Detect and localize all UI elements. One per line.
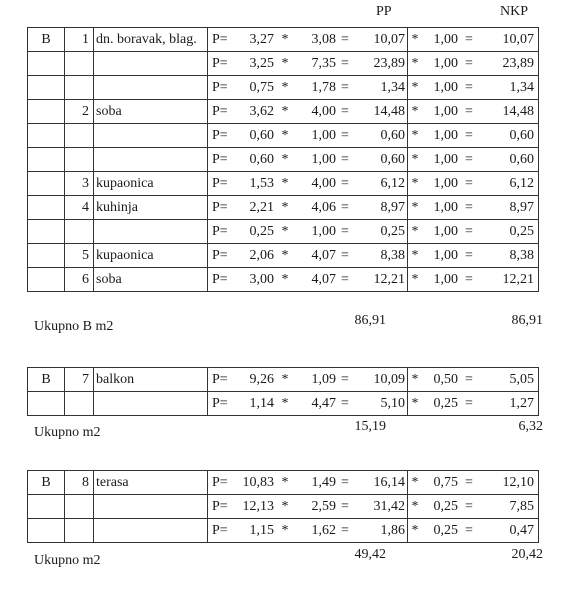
pp-a: 2,06 xyxy=(249,248,274,263)
pp-r: 5,10 xyxy=(380,396,405,411)
pp-e1: = xyxy=(341,152,349,167)
room-number-cell: 4 xyxy=(65,196,94,220)
pp-calculation-cell xyxy=(208,220,408,244)
section-cell xyxy=(28,268,65,292)
nkp-n: 8,97 xyxy=(509,200,534,215)
room-name-cell: soba xyxy=(94,100,208,124)
room-name-cell: balkon xyxy=(94,368,208,392)
pp-calculation-cell xyxy=(208,244,408,268)
room-number-cell: 2 xyxy=(65,100,94,124)
pp-e1: = xyxy=(341,224,349,239)
pp-a: 2,21 xyxy=(249,200,274,215)
nkp-e2: = xyxy=(465,272,473,287)
room-name-cell xyxy=(94,52,208,76)
pp-b: 4,47 xyxy=(311,396,336,411)
pp-r: 10,07 xyxy=(373,32,405,47)
nkp-f: 1,00 xyxy=(433,152,458,167)
pp-calculation-cell xyxy=(208,52,408,76)
table-row xyxy=(28,172,539,196)
pp-m1: * xyxy=(281,200,289,215)
nkp-m2: * xyxy=(411,152,419,167)
nkp-n: 14,48 xyxy=(502,104,534,119)
pp-r: 14,48 xyxy=(373,104,405,119)
room-number-cell xyxy=(65,519,94,543)
nkp-n: 1,27 xyxy=(509,396,534,411)
pp-p: P= xyxy=(212,475,228,490)
room-number-cell xyxy=(65,76,94,100)
total-pp-value: 49,42 xyxy=(354,547,386,562)
nkp-n: 0,25 xyxy=(509,224,534,239)
pp-m1: * xyxy=(281,523,289,538)
nkp-f: 0,25 xyxy=(433,523,458,538)
section-cell xyxy=(28,172,65,196)
section-cell xyxy=(28,76,65,100)
pp-b: 4,07 xyxy=(311,272,336,287)
area-table-2 xyxy=(27,367,539,416)
nkp-m2: * xyxy=(411,56,419,71)
pp-a: 3,25 xyxy=(249,56,274,71)
nkp-m2: * xyxy=(411,224,419,239)
area-table-3 xyxy=(27,470,539,543)
table-row xyxy=(28,392,539,416)
nkp-e2: = xyxy=(465,396,473,411)
nkp-f: 1,00 xyxy=(433,32,458,47)
table-row xyxy=(28,244,539,268)
pp-m1: * xyxy=(281,104,289,119)
section-cell xyxy=(28,196,65,220)
pp-a: 0,75 xyxy=(249,80,274,95)
nkp-f: 1,00 xyxy=(433,56,458,71)
pp-calculation-cell xyxy=(208,172,408,196)
pp-p: P= xyxy=(212,56,228,71)
pp-b: 7,35 xyxy=(311,56,336,71)
pp-a: 12,13 xyxy=(242,499,274,514)
pp-r: 0,60 xyxy=(380,152,405,167)
section-cell xyxy=(28,519,65,543)
nkp-e2: = xyxy=(465,372,473,387)
total-nkp-value: 20,42 xyxy=(511,547,543,562)
room-name-cell: terasa xyxy=(94,471,208,495)
room-name-cell: dn. boravak, blag. xyxy=(94,28,208,52)
nkp-calculation-cell xyxy=(408,244,539,268)
nkp-f: 1,00 xyxy=(433,224,458,239)
nkp-calculation-cell xyxy=(408,268,539,292)
pp-p: P= xyxy=(212,176,228,191)
room-name-cell: kuhinja xyxy=(94,196,208,220)
section-cell xyxy=(28,392,65,416)
room-number-cell xyxy=(65,148,94,172)
pp-a: 9,26 xyxy=(249,372,274,387)
nkp-n: 8,38 xyxy=(509,248,534,263)
nkp-e2: = xyxy=(465,475,473,490)
pp-b: 1,00 xyxy=(311,224,336,239)
pp-p: P= xyxy=(212,499,228,514)
room-name-cell xyxy=(94,148,208,172)
nkp-m2: * xyxy=(411,80,419,95)
table-row xyxy=(28,52,539,76)
pp-p: P= xyxy=(212,396,228,411)
pp-column-header: PP xyxy=(376,4,392,19)
pp-r: 6,12 xyxy=(380,176,405,191)
pp-p: P= xyxy=(212,200,228,215)
nkp-f: 1,00 xyxy=(433,248,458,263)
room-name-cell: soba xyxy=(94,268,208,292)
nkp-m2: * xyxy=(411,248,419,263)
pp-b: 1,78 xyxy=(311,80,336,95)
nkp-m2: * xyxy=(411,372,419,387)
pp-m1: * xyxy=(281,475,289,490)
table-row xyxy=(28,124,539,148)
pp-calculation-cell xyxy=(208,392,408,416)
nkp-m2: * xyxy=(411,396,419,411)
pp-calculation-cell xyxy=(208,196,408,220)
pp-m1: * xyxy=(281,56,289,71)
nkp-m2: * xyxy=(411,475,419,490)
nkp-calculation-cell xyxy=(408,196,539,220)
pp-m1: * xyxy=(281,152,289,167)
pp-m1: * xyxy=(281,80,289,95)
pp-m1: * xyxy=(281,396,289,411)
nkp-m2: * xyxy=(411,499,419,514)
section-cell xyxy=(28,52,65,76)
pp-calculation-cell xyxy=(208,268,408,292)
pp-a: 0,60 xyxy=(249,152,274,167)
room-name-cell xyxy=(94,495,208,519)
pp-b: 1,09 xyxy=(311,372,336,387)
pp-r: 8,97 xyxy=(380,200,405,215)
table-row xyxy=(28,76,539,100)
section-cell xyxy=(28,100,65,124)
pp-e1: = xyxy=(341,80,349,95)
nkp-column-header: NKP xyxy=(500,4,529,19)
section-cell: B xyxy=(28,368,65,392)
pp-b: 1,00 xyxy=(311,128,336,143)
pp-b: 4,00 xyxy=(311,104,336,119)
pp-calculation-cell xyxy=(208,519,408,543)
pp-m1: * xyxy=(281,128,289,143)
nkp-e2: = xyxy=(465,523,473,538)
nkp-m2: * xyxy=(411,272,419,287)
nkp-calculation-cell xyxy=(408,471,539,495)
nkp-e2: = xyxy=(465,56,473,71)
pp-b: 1,00 xyxy=(311,152,336,167)
nkp-e2: = xyxy=(465,200,473,215)
room-number-cell xyxy=(65,495,94,519)
total-nkp-value: 86,91 xyxy=(511,313,543,328)
section-cell xyxy=(28,495,65,519)
pp-e1: = xyxy=(341,523,349,538)
nkp-f: 0,75 xyxy=(433,475,458,490)
nkp-f: 1,00 xyxy=(433,80,458,95)
nkp-e2: = xyxy=(465,224,473,239)
pp-m1: * xyxy=(281,248,289,263)
pp-b: 4,06 xyxy=(311,200,336,215)
room-name-cell xyxy=(94,519,208,543)
room-number-cell: 6 xyxy=(65,268,94,292)
section-cell xyxy=(28,148,65,172)
pp-calculation-cell xyxy=(208,28,408,52)
section-cell: B xyxy=(28,471,65,495)
nkp-calculation-cell xyxy=(408,28,539,52)
nkp-f: 1,00 xyxy=(433,272,458,287)
pp-r: 1,34 xyxy=(380,80,405,95)
nkp-m2: * xyxy=(411,104,419,119)
pp-r: 16,14 xyxy=(373,475,405,490)
nkp-calculation-cell xyxy=(408,76,539,100)
nkp-calculation-cell xyxy=(408,495,539,519)
pp-p: P= xyxy=(212,372,228,387)
total-nkp-value: 6,32 xyxy=(518,419,543,434)
section-cell xyxy=(28,124,65,148)
pp-calculation-cell xyxy=(208,368,408,392)
pp-r: 31,42 xyxy=(373,499,405,514)
nkp-e2: = xyxy=(465,248,473,263)
nkp-m2: * xyxy=(411,523,419,538)
nkp-n: 5,05 xyxy=(509,372,534,387)
room-name-cell: kupaonica xyxy=(94,244,208,268)
pp-m1: * xyxy=(281,224,289,239)
pp-calculation-cell xyxy=(208,471,408,495)
section-cell xyxy=(28,220,65,244)
pp-b: 1,49 xyxy=(311,475,336,490)
nkp-f: 0,25 xyxy=(433,499,458,514)
pp-r: 23,89 xyxy=(373,56,405,71)
pp-calculation-cell xyxy=(208,148,408,172)
nkp-n: 0,60 xyxy=(509,128,534,143)
pp-r: 0,25 xyxy=(380,224,405,239)
nkp-calculation-cell xyxy=(408,519,539,543)
pp-e1: = xyxy=(341,128,349,143)
room-number-cell: 5 xyxy=(65,244,94,268)
nkp-calculation-cell xyxy=(408,52,539,76)
nkp-calculation-cell xyxy=(408,172,539,196)
table-row xyxy=(28,268,539,292)
table-row xyxy=(28,495,539,519)
nkp-n: 23,89 xyxy=(502,56,534,71)
pp-r: 1,86 xyxy=(380,523,405,538)
nkp-calculation-cell xyxy=(408,368,539,392)
pp-p: P= xyxy=(212,104,228,119)
pp-p: P= xyxy=(212,80,228,95)
pp-e1: = xyxy=(341,176,349,191)
pp-p: P= xyxy=(212,248,228,263)
pp-e1: = xyxy=(341,104,349,119)
nkp-f: 1,00 xyxy=(433,176,458,191)
nkp-e2: = xyxy=(465,176,473,191)
table-row xyxy=(28,100,539,124)
nkp-n: 12,21 xyxy=(502,272,534,287)
pp-p: P= xyxy=(212,32,228,47)
table-row xyxy=(28,368,539,392)
nkp-n: 10,07 xyxy=(502,32,534,47)
pp-a: 3,00 xyxy=(249,272,274,287)
pp-calculation-cell xyxy=(208,76,408,100)
pp-e1: = xyxy=(341,499,349,514)
pp-b: 1,62 xyxy=(311,523,336,538)
nkp-f: 1,00 xyxy=(433,128,458,143)
total-label: Ukupno m2 xyxy=(34,553,101,568)
pp-a: 1,15 xyxy=(249,523,274,538)
pp-b: 4,00 xyxy=(311,176,336,191)
nkp-calculation-cell xyxy=(408,148,539,172)
pp-calculation-cell xyxy=(208,124,408,148)
nkp-e2: = xyxy=(465,104,473,119)
pp-r: 8,38 xyxy=(380,248,405,263)
pp-e1: = xyxy=(341,56,349,71)
nkp-m2: * xyxy=(411,32,419,47)
room-name-cell: kupaonica xyxy=(94,172,208,196)
table-row xyxy=(28,471,539,495)
room-number-cell: 7 xyxy=(65,368,94,392)
area-table-1 xyxy=(27,27,539,292)
nkp-e2: = xyxy=(465,32,473,47)
nkp-calculation-cell xyxy=(408,124,539,148)
nkp-n: 6,12 xyxy=(509,176,534,191)
room-name-cell xyxy=(94,76,208,100)
pp-a: 0,25 xyxy=(249,224,274,239)
nkp-n: 1,34 xyxy=(509,80,534,95)
nkp-n: 12,10 xyxy=(502,475,534,490)
room-number-cell xyxy=(65,220,94,244)
total-pp-value: 86,91 xyxy=(354,313,386,328)
pp-e1: = xyxy=(341,475,349,490)
nkp-e2: = xyxy=(465,152,473,167)
pp-m1: * xyxy=(281,372,289,387)
pp-m1: * xyxy=(281,499,289,514)
room-name-cell xyxy=(94,124,208,148)
nkp-n: 0,47 xyxy=(509,523,534,538)
room-number-cell: 1 xyxy=(65,28,94,52)
nkp-e2: = xyxy=(465,128,473,143)
pp-e1: = xyxy=(341,396,349,411)
pp-a: 1,14 xyxy=(249,396,274,411)
pp-p: P= xyxy=(212,152,228,167)
pp-r: 12,21 xyxy=(373,272,405,287)
table-row xyxy=(28,220,539,244)
nkp-e2: = xyxy=(465,499,473,514)
room-number-cell xyxy=(65,52,94,76)
pp-e1: = xyxy=(341,248,349,263)
pp-b: 3,08 xyxy=(311,32,336,47)
pp-r: 10,09 xyxy=(373,372,405,387)
pp-a: 3,27 xyxy=(249,32,274,47)
table-row xyxy=(28,148,539,172)
section-cell: B xyxy=(28,28,65,52)
pp-p: P= xyxy=(212,272,228,287)
pp-b: 4,07 xyxy=(311,248,336,263)
nkp-m2: * xyxy=(411,200,419,215)
pp-e1: = xyxy=(341,372,349,387)
room-number-cell xyxy=(65,392,94,416)
nkp-f: 1,00 xyxy=(433,200,458,215)
table-row xyxy=(28,196,539,220)
pp-a: 1,53 xyxy=(249,176,274,191)
room-number-cell: 3 xyxy=(65,172,94,196)
room-number-cell xyxy=(65,124,94,148)
total-pp-value: 15,19 xyxy=(354,419,386,434)
table-row xyxy=(28,28,539,52)
nkp-calculation-cell xyxy=(408,100,539,124)
room-number-cell: 8 xyxy=(65,471,94,495)
nkp-m2: * xyxy=(411,128,419,143)
nkp-calculation-cell xyxy=(408,220,539,244)
pp-r: 0,60 xyxy=(380,128,405,143)
total-label: Ukupno m2 xyxy=(34,425,101,440)
pp-e1: = xyxy=(341,32,349,47)
pp-m1: * xyxy=(281,272,289,287)
pp-a: 0,60 xyxy=(249,128,274,143)
nkp-f: 1,00 xyxy=(433,104,458,119)
pp-calculation-cell xyxy=(208,100,408,124)
nkp-m2: * xyxy=(411,176,419,191)
pp-calculation-cell xyxy=(208,495,408,519)
pp-b: 2,59 xyxy=(311,499,336,514)
pp-m1: * xyxy=(281,32,289,47)
pp-a: 3,62 xyxy=(249,104,274,119)
room-name-cell xyxy=(94,392,208,416)
pp-e1: = xyxy=(341,200,349,215)
nkp-n: 0,60 xyxy=(509,152,534,167)
nkp-f: 0,50 xyxy=(433,372,458,387)
table-row xyxy=(28,519,539,543)
section-cell xyxy=(28,244,65,268)
pp-p: P= xyxy=(212,224,228,239)
nkp-e2: = xyxy=(465,80,473,95)
nkp-f: 0,25 xyxy=(433,396,458,411)
pp-m1: * xyxy=(281,176,289,191)
pp-p: P= xyxy=(212,128,228,143)
pp-a: 10,83 xyxy=(242,475,274,490)
pp-p: P= xyxy=(212,523,228,538)
nkp-calculation-cell xyxy=(408,392,539,416)
total-label: Ukupno B m2 xyxy=(34,319,114,334)
room-name-cell xyxy=(94,220,208,244)
nkp-n: 7,85 xyxy=(509,499,534,514)
pp-e1: = xyxy=(341,272,349,287)
